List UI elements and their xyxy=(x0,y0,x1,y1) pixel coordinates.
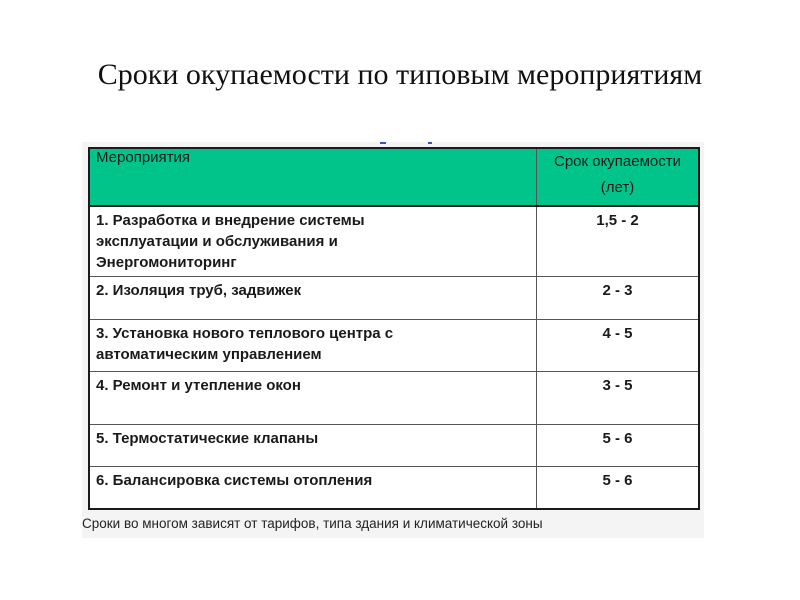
measure-text: эксплуатации и обслуживания и xyxy=(96,233,338,250)
measure-text: 4. Ремонт и утепление окон xyxy=(96,377,301,394)
header-payback-period xyxy=(537,148,700,206)
period-cell: 3 - 5 xyxy=(537,372,700,425)
period-cell: 5 - 6 xyxy=(537,425,700,467)
measure-cell xyxy=(89,372,537,425)
measure-cell xyxy=(89,467,537,510)
measure-cell xyxy=(89,425,537,467)
header-measures: Мероприятия xyxy=(89,148,537,206)
measure-cell xyxy=(89,320,537,372)
measure-text: 2. Изоляция труб, задвижек xyxy=(96,282,302,299)
table-row xyxy=(89,467,699,510)
payback-table xyxy=(88,147,700,510)
decorative-mark xyxy=(380,142,386,144)
period-cell: 1,5 - 2 xyxy=(537,206,700,277)
measure-text: автоматическим управлением xyxy=(96,346,322,363)
table-row xyxy=(89,277,699,320)
decorative-mark xyxy=(428,142,432,144)
slide-title: Сроки окупаемости по типовым мероприятиям xyxy=(97,58,703,91)
table-row xyxy=(89,206,699,277)
header-payback-period-line2: (лет) xyxy=(600,179,635,196)
measure-cell xyxy=(89,277,537,320)
table-row xyxy=(89,320,699,372)
measure-text: Энергомониторинг xyxy=(96,254,237,271)
period-cell: 2 - 3 xyxy=(537,277,700,320)
measure-text: 6. Балансировка системы отопления xyxy=(96,472,373,489)
footnote: Сроки во многом зависят от тарифов, типа здания и климатической зоны xyxy=(82,516,543,531)
table-row xyxy=(89,425,699,467)
measure-text: 5. Термостатические клапаны xyxy=(96,430,319,447)
header-payback-period-line1: Срок окупаемости xyxy=(553,153,682,170)
table-row xyxy=(89,372,699,425)
measure-cell xyxy=(89,206,537,277)
period-cell: 5 - 6 xyxy=(537,467,700,510)
table-header-row xyxy=(89,148,699,206)
period-cell: 4 - 5 xyxy=(537,320,700,372)
measure-text: 3. Установка нового теплового центра с xyxy=(96,325,394,342)
measure-text: 1. Разработка и внедрение системы xyxy=(96,212,365,229)
